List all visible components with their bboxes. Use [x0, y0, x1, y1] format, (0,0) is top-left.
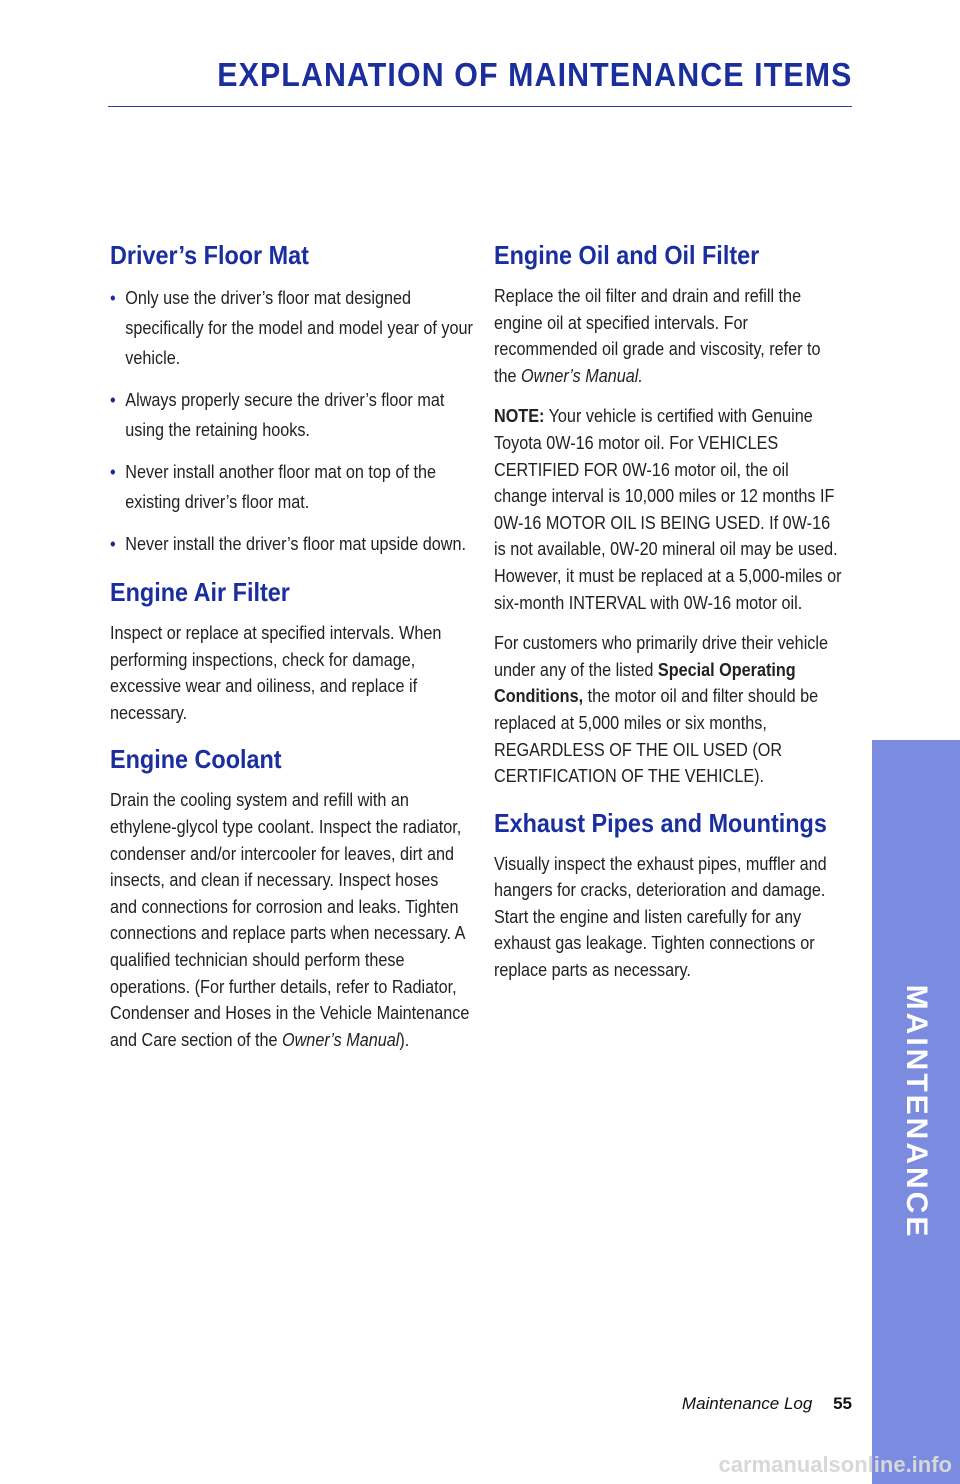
list-item: • Never install another floor mat on top of the existing driver’s floor mat.	[110, 457, 485, 517]
section-title: Engine Coolant	[110, 744, 282, 775]
list-item: • Always properly secure the driver’s floor mat using the retaining hooks.	[110, 385, 485, 445]
page-title: EXPLANATION OF MAINTENANCE ITEMS	[216, 56, 852, 93]
special-conditions-paragraph	[494, 630, 844, 790]
note-paragraph	[494, 403, 844, 616]
section-engine-air-filter	[110, 577, 470, 726]
section-exhaust	[494, 808, 844, 984]
footer-label: Maintenance Log	[681, 1394, 813, 1413]
manual-reference: Owner’s Manual.	[521, 365, 643, 386]
section-body: Inspect or replace at specified intervals. When performing inspections, check for damage, excessive wear and oiliness, and replace if necessary.	[110, 623, 442, 723]
coolant-text: Drain the cooling system and refill with an ethylene-glycol type coolant. Inspect the radiator, condenser and/or intercooler for leaves, dirt and insects, and clean if necessary. Inspect hoses and connections for corrosion and leaks. Tighten connections and replace parts when necessary. A qualified technician should perform these operations. (For further details, refer to Radiator, Condenser and Hoses in the Vehicle Maintenance and Care section of the	[110, 790, 470, 1050]
header-divider	[108, 106, 852, 107]
list-item: • Never install the driver’s floor mat upside down.	[110, 529, 485, 559]
special-conditions-term: Special Operating Conditions,	[494, 659, 796, 707]
list-item: • Only use the driver’s floor mat designed specifically for the model and model year of your vehicle.	[110, 283, 485, 373]
section-body: Visually inspect the exhaust pipes, muffler and hangers for cracks, deterioration and damage. Start the engine and listen carefully for any exhaust gas leakage. Tighten connections or replace parts as necessary.	[494, 853, 827, 981]
page-number: 55	[833, 1394, 852, 1413]
section-title: Engine Oil and Oil Filter	[494, 240, 760, 270]
bullet-list	[110, 283, 473, 559]
page-footer	[682, 1394, 852, 1414]
section-title: Exhaust Pipes and Mountings	[494, 807, 827, 838]
section-drivers-floor-mat	[110, 240, 473, 559]
section-title: Driver’s Floor Mat	[110, 240, 309, 270]
coolant-closing: ).	[399, 1029, 410, 1050]
note-text: Your vehicle is certified with Genuine Toyota 0W-16 motor oil. For VEHICLES CERTIFIED FOR 0W-16 motor oil, the oil change interval is 10,000 miles or 12 months IF 0W-16 MOTOR OIL IS BEING USED. If 0W-16 is not available, 0W-20 mineral oil may be used. However, it must be replaced at a 5,000-miles or six-month INTERVAL with 0W-16 motor oil.	[494, 406, 842, 613]
right-column	[494, 240, 844, 1002]
oil-text: Replace the oil filter and drain and refill the engine oil at specified intervals. For recommended oil grade and viscosity, refer to the	[494, 286, 821, 386]
manual-reference: Owner’s Manual	[282, 1029, 400, 1050]
watermark: carmanualsonline.info	[718, 1452, 952, 1477]
special-intro: For customers who primarily drive their vehicle under any of the listed	[494, 633, 828, 680]
left-column	[110, 240, 473, 1071]
section-engine-coolant	[110, 744, 470, 1053]
section-engine-oil	[494, 240, 844, 790]
section-body	[494, 283, 844, 389]
special-rest: the motor oil and filter should be replaced at 5,000 miles or six months, REGARDLESS OF THE OIL USED (OR CERTIFICATION OF THE VEHICLE).	[494, 686, 819, 787]
section-tab-label: MAINTENANCE	[900, 984, 933, 1240]
section-body	[110, 787, 470, 1053]
note-label: NOTE:	[494, 406, 545, 427]
section-title: Engine Air Filter	[110, 577, 290, 607]
